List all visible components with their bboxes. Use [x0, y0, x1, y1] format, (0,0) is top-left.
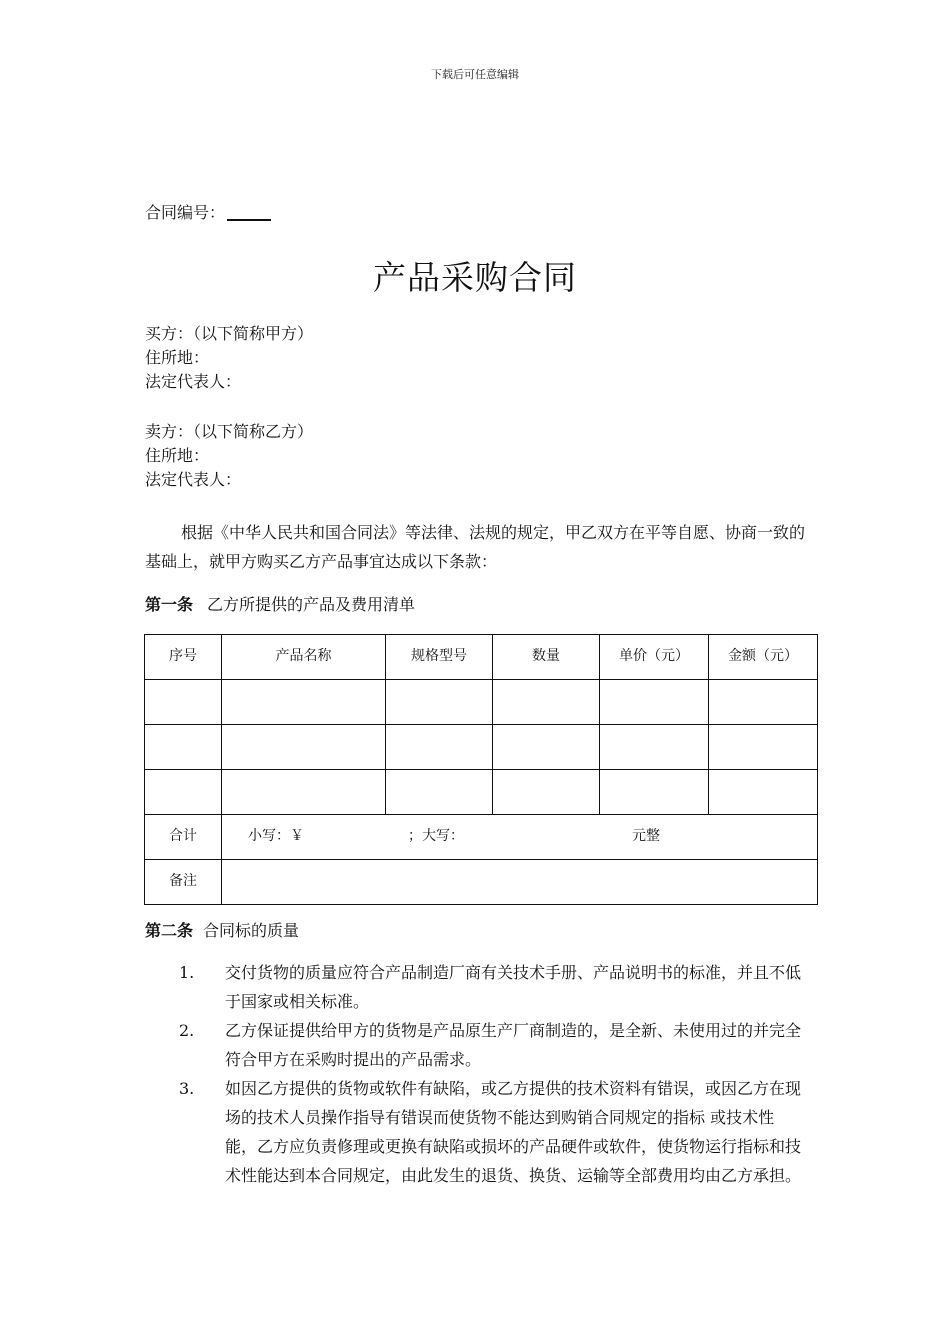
table-cell[interactable] [386, 770, 493, 815]
article-2-title: 合同标的质量 [203, 921, 300, 940]
total-label: 合计 [145, 815, 222, 860]
document-title: 产品采购合同 [373, 258, 577, 297]
table-cell[interactable] [493, 725, 600, 770]
quality-terms [145, 958, 805, 1190]
article-1-title: 乙方所提供的产品及费用清单 [207, 595, 416, 614]
header-cell: 规格型号 [386, 635, 493, 680]
seller-address: 住所地： [145, 446, 210, 465]
total-row [145, 815, 818, 860]
total-small-label: 小写：￥ [248, 828, 304, 844]
list-item [145, 1074, 805, 1190]
table-cell[interactable] [145, 725, 222, 770]
contract-number-label: 合同编号： [145, 203, 226, 222]
buyer-block [145, 322, 313, 394]
remark-cell[interactable] [222, 860, 818, 905]
table-cell[interactable] [145, 770, 222, 815]
header-cell: 金额（元） [709, 635, 818, 680]
term-text: 交付货物的质量应符合产品制造厂商有关技术手册、产品说明书的标准，并且不低于国家或相关标准。 [225, 963, 802, 1011]
preamble: 根据《中华人民共和国合同法》等法律、法规的规定，甲乙双方在平等自愿、协商一致的基础上，就甲方购买乙方产品事宜达成以下条款： [145, 523, 806, 571]
buyer-address: 住所地： [145, 348, 210, 367]
header-cell: 单价（元） [600, 635, 709, 680]
buyer-representative: 法定代表人： [145, 372, 242, 391]
buyer-line: 买方：（以下简称甲方） [145, 324, 314, 343]
header-cell: 产品名称 [222, 635, 386, 680]
header-note: 下载后可任意编辑 [431, 68, 519, 81]
table-cell[interactable] [222, 770, 386, 815]
table-cell[interactable] [386, 680, 493, 725]
header-cell: 序号 [145, 635, 222, 680]
term-number: 1. [179, 963, 195, 982]
table-header-row [145, 635, 818, 680]
table-cell[interactable] [600, 770, 709, 815]
table-cell[interactable] [709, 770, 818, 815]
table-cell[interactable] [493, 680, 600, 725]
table-row [145, 680, 818, 725]
total-cell[interactable] [222, 815, 818, 860]
article-2-heading [145, 918, 299, 941]
term-text: 如因乙方提供的货物或软件有缺陷，或乙方提供的技术资料有错误，或因乙方在现场的技术人员操作指导有错误而使货物不能达到购销合同规定的指标 或技术性能，乙方应负责修理或更换有缺陷或损坏的产品硬件或软件，使货物运行指标和技术性能达到本合同规定，由此发生的退货、换货、运输等全部费用均由乙方承担。 [225, 1079, 802, 1185]
seller-line: 卖方：（以下简称乙方） [145, 422, 314, 441]
article-2-number: 第二条 [145, 921, 194, 940]
term-number: 3. [179, 1079, 195, 1098]
total-yuan-label: 元整 [632, 828, 660, 844]
table-cell[interactable] [709, 680, 818, 725]
term-text: 乙方保证提供给甲方的货物是产品原生产厂商制造的，是全新、未使用过的并完全符合甲方在采购时提出的产品需求。 [225, 1021, 802, 1069]
remark-row [145, 860, 818, 905]
total-big-label: ；大写： [408, 828, 464, 844]
table-cell[interactable] [493, 770, 600, 815]
table-cell[interactable] [222, 680, 386, 725]
header-cell: 数量 [493, 635, 600, 680]
table-cell[interactable] [222, 725, 386, 770]
list-item [145, 958, 805, 1016]
article-1-heading [145, 592, 415, 615]
table-row [145, 770, 818, 815]
contract-number [145, 200, 271, 223]
seller-block [145, 420, 313, 492]
remark-label: 备注 [145, 860, 222, 905]
table-cell[interactable] [600, 680, 709, 725]
seller-representative: 法定代表人： [145, 470, 242, 489]
list-item [145, 1016, 805, 1074]
table-cell[interactable] [145, 680, 222, 725]
product-table [144, 634, 818, 905]
table-row [145, 725, 818, 770]
table-cell[interactable] [709, 725, 818, 770]
article-1-number: 第一条 [145, 595, 194, 614]
term-number: 2. [179, 1021, 195, 1040]
table-cell[interactable] [600, 725, 709, 770]
contract-number-blank[interactable] [227, 203, 271, 221]
table-cell[interactable] [386, 725, 493, 770]
